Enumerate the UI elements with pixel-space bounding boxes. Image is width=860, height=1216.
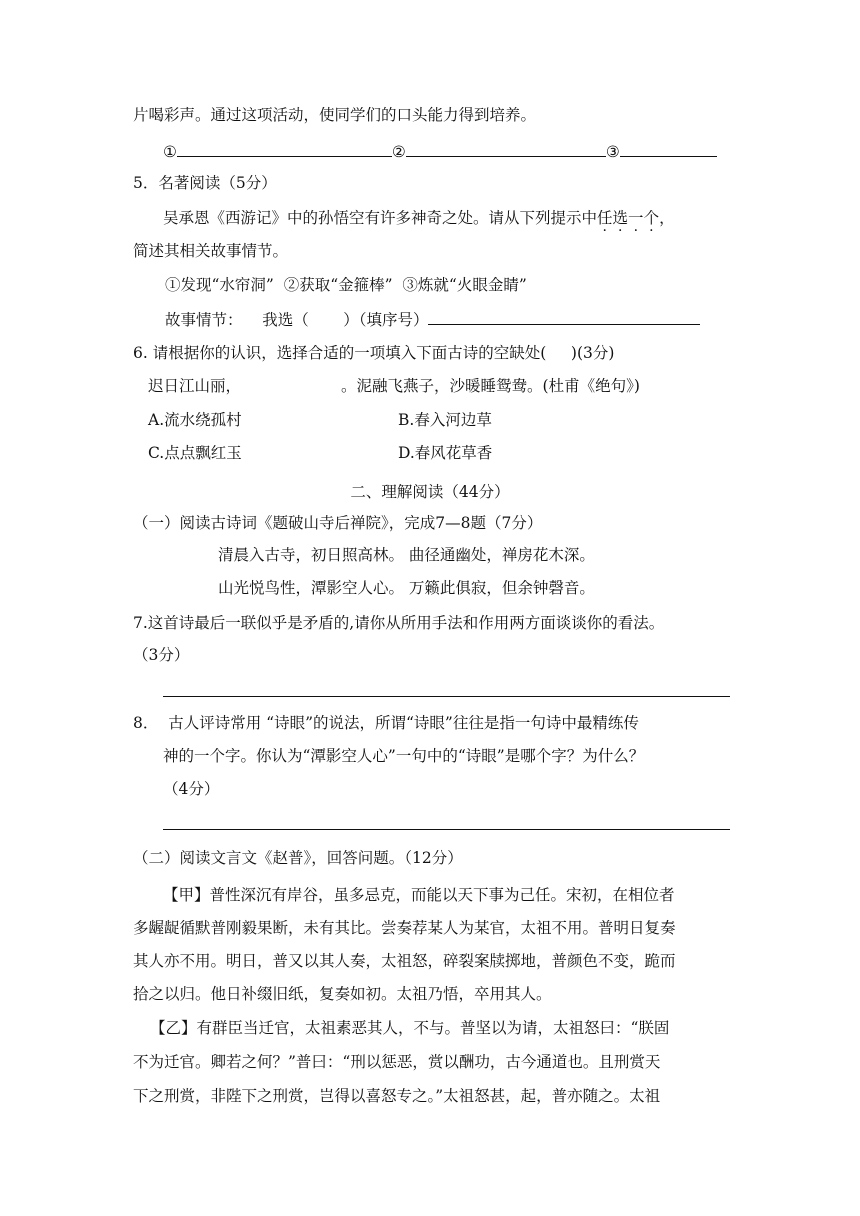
- q8-answer-line[interactable]: [163, 829, 730, 830]
- q6-option-c: C.点点飘红玉: [148, 444, 242, 462]
- part1-intro: （一）阅读古诗词《题破山寺后禅院》，完成7—8题（7分）: [133, 514, 543, 532]
- jia-line-3: 其人亦不用。明日，普又以其人奏，太祖怒，碎裂案牍掷地，普颜色不变，跪而: [133, 952, 676, 970]
- q4-tail-text: 片喝彩声。通过这项活动，使同学们的口头能力得到培养。: [133, 106, 537, 124]
- blank-1-label: ①: [163, 143, 177, 161]
- q6-poem-part-a: 迟日江山丽，: [148, 377, 242, 395]
- q7-line-2: （3分）: [133, 646, 190, 664]
- q5-prompt-line1: [163, 208, 675, 228]
- q6-option-d: D.春风花草香: [398, 444, 493, 462]
- q5-prompt-part-a: 吴承恩《西游记》中的孙悟空有许多神奇之处。请从下列提示中: [163, 209, 598, 227]
- q6-title: 6. 请根据你的认识，选择合适的一项填入下面古诗的空缺处( )(3分): [133, 344, 615, 362]
- q5-prompt-emphasis: [597, 209, 659, 227]
- jia-line-1: 【甲】普性深沉有岸谷，虽多忌克，而能以天下事为己任。宋初，在相位者: [163, 886, 675, 904]
- emphasis-char: 选: [612, 209, 629, 227]
- q5-answer-line[interactable]: [428, 308, 700, 325]
- q8-line-2: 神的一个字。你认为“潭影空人心”一句中的“诗眼”是哪个字？为什么？: [163, 747, 645, 765]
- blank-2-label: ②: [391, 143, 406, 161]
- q6-poem-part-b: 。泥融飞燕子，沙暖睡鸳鸯。(杜甫《绝句》): [341, 377, 640, 395]
- emphasis-char: 个: [643, 209, 660, 227]
- part2-intro: （二）阅读文言文《赵普》，回答问题。（12分）: [133, 849, 463, 867]
- blank-3-label: ③: [605, 143, 620, 161]
- blank-2-line[interactable]: [406, 140, 606, 157]
- q5-prompt-part-b: ，: [659, 209, 675, 227]
- q7-line-1: 7.这首诗最后一联似乎是矛盾的,请你从所用手法和作用两方面谈谈你的看法。: [133, 614, 665, 632]
- q8-line-1: 8． 古人评诗常用 “诗眼”的说法，所谓“诗眼”往往是指一句诗中最精练传: [133, 714, 639, 732]
- yi-line-1: 【乙】有群臣当迁官，太祖素恶其人，不与。普坚以为请，太祖怒曰：“朕固: [150, 1019, 670, 1037]
- blank-1-line[interactable]: [177, 140, 392, 157]
- q6-poem-line: [148, 376, 640, 396]
- q6-option-b: B.春入河边草: [398, 411, 492, 429]
- q8-line-3: （4分）: [163, 780, 220, 798]
- jia-line-4: 拾之以归。他日补缀旧纸，复奏如初。太祖乃悟，卒用其人。: [133, 985, 552, 1003]
- q5-answer-row: [165, 308, 700, 330]
- poem-line-2: 山光悦鸟性，潭影空人心。 万籁此俱寂，但余钟磬音。: [218, 579, 595, 597]
- q6-option-a: A.流水绕孤村: [148, 411, 242, 429]
- yi-line-3: 下之刑赏，非陛下之刑赏，岂得以喜怒专之。”太祖怒甚，起，普亦随之。太祖: [133, 1087, 661, 1105]
- q5-prompt-line2: 简述其相关故事情节。: [133, 242, 289, 260]
- q5-answer-label: 故事情节： 我选（ ）（填序号）: [165, 311, 429, 329]
- q5-title: 5．名著阅读（5分）: [133, 174, 277, 192]
- poem-line-1: 清晨入古寺，初日照高林。 曲径通幽处，禅房花木深。: [218, 546, 595, 564]
- emphasis-char: 任: [597, 209, 613, 227]
- blank-3-line[interactable]: [620, 140, 717, 157]
- q7-answer-line[interactable]: [163, 696, 730, 697]
- q5-options: ①发现“水帘洞” ②获取“金箍棒” ③炼就“火眼金睛”: [165, 276, 527, 294]
- section-2-heading: 二、理解阅读（44分）: [350, 483, 510, 501]
- emphasis-char: 一: [628, 209, 644, 227]
- jia-line-2: 多龌龊循默普刚毅果断，未有其比。尝奏荐某人为某官，太祖不用。普明日复奏: [133, 919, 676, 937]
- q4-answer-blanks: [163, 140, 717, 162]
- yi-line-2: 不为迁官。卿若之何？”普曰：“刑以惩恶，赏以酬功，古今通道也。且刑赏天: [133, 1053, 661, 1071]
